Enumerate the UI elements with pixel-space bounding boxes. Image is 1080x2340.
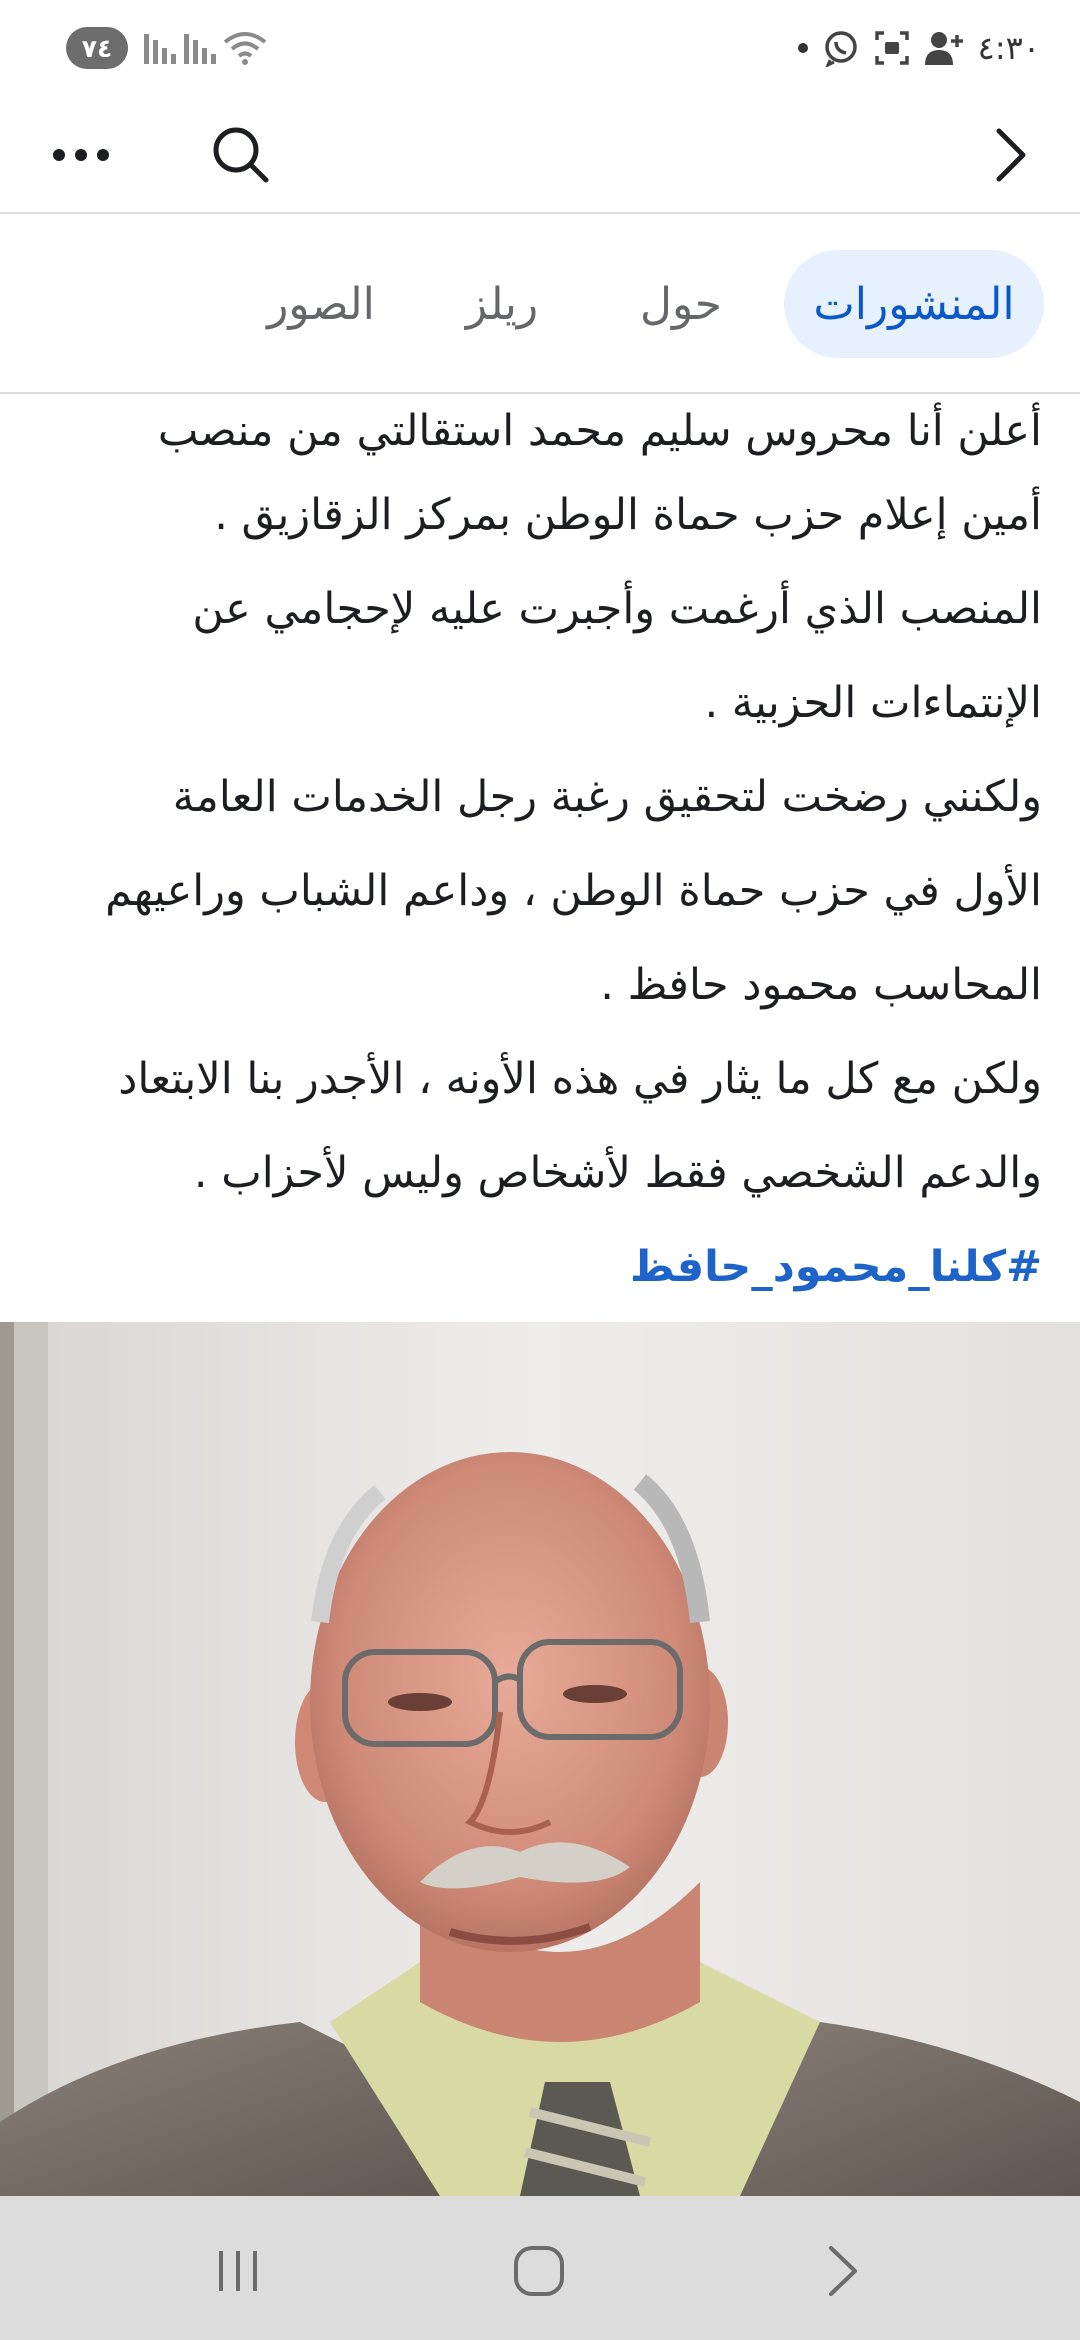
hashtag-line — [30, 1220, 1042, 1314]
tab-reels[interactable] — [452, 250, 552, 358]
signal-icon — [184, 34, 224, 64]
signal-icon — [144, 34, 184, 64]
battery-indicator — [66, 27, 128, 69]
chevron-right-icon — [994, 127, 1028, 183]
recent-apps-button[interactable] — [193, 2226, 283, 2316]
post-text-line: المنصب الذي أرغمت وأجبرت عليه لإحجامي عن — [192, 584, 1042, 634]
tab-about[interactable] — [626, 250, 736, 358]
home-icon — [512, 2244, 566, 2298]
back-icon — [825, 2244, 861, 2298]
more-button[interactable] — [46, 120, 116, 190]
post-text-line: الإنتماءات الحزبية . — [704, 678, 1042, 728]
tab-label: حول — [640, 278, 722, 330]
tab-photos[interactable] — [256, 250, 386, 358]
post-text-line: الأول في حزب حماة الوطن ، وداعم الشباب وراعيهم — [105, 866, 1042, 916]
hashtag-link[interactable]: #كلنا_محمود_حافظ — [629, 1242, 1042, 1292]
search-button[interactable] — [206, 120, 276, 190]
add-user-icon — [924, 29, 964, 67]
home-button[interactable] — [494, 2226, 584, 2316]
post-text-line: المحاسب محمود حافظ . — [600, 960, 1042, 1010]
system-nav-bar — [0, 2196, 1080, 2340]
tab-posts[interactable] — [784, 250, 1044, 358]
battery-level: ٧٤ — [81, 33, 113, 63]
search-icon — [211, 125, 271, 185]
post-text-line: أمين إعلام حزب حماة الوطن بمركز الزقازيق . — [214, 490, 1042, 540]
status-bar — [0, 0, 1080, 96]
post-body — [0, 394, 1080, 1322]
tab-label: الصور — [267, 278, 375, 330]
back-button[interactable] — [976, 120, 1046, 190]
post-photo[interactable] — [0, 1322, 1080, 2196]
post-text-line: ولكنني رضخت لتحقيق رغبة رجل الخدمات العامة — [172, 772, 1042, 822]
portrait-image — [0, 1322, 1080, 2196]
wifi-icon — [222, 30, 268, 66]
tab-label: ريلز — [465, 278, 539, 330]
post-text-line: ولكن مع كل ما يثار في هذه الأونه ، الأجدر بنا الابتعاد — [118, 1054, 1042, 1104]
app-header — [0, 96, 1080, 214]
post-text-line: والدعم الشخصي فقط لأشخاص وليس لأحزاب . — [193, 1148, 1042, 1198]
tab-label: المنشورات — [813, 278, 1015, 330]
post-text-line: أعلن أنا محروس سليم محمد استقالتي من منصب — [157, 406, 1042, 456]
status-right — [798, 24, 1040, 72]
screenshot-icon — [874, 30, 910, 66]
notification-dot — [798, 43, 808, 53]
recent-apps-icon — [213, 2246, 263, 2296]
whatsapp-icon — [822, 29, 860, 67]
more-horizontal-icon — [51, 148, 111, 162]
profile-tabs — [0, 216, 1080, 394]
back-nav-button[interactable] — [798, 2226, 888, 2316]
clock: ٤:٣٠ — [977, 29, 1040, 67]
